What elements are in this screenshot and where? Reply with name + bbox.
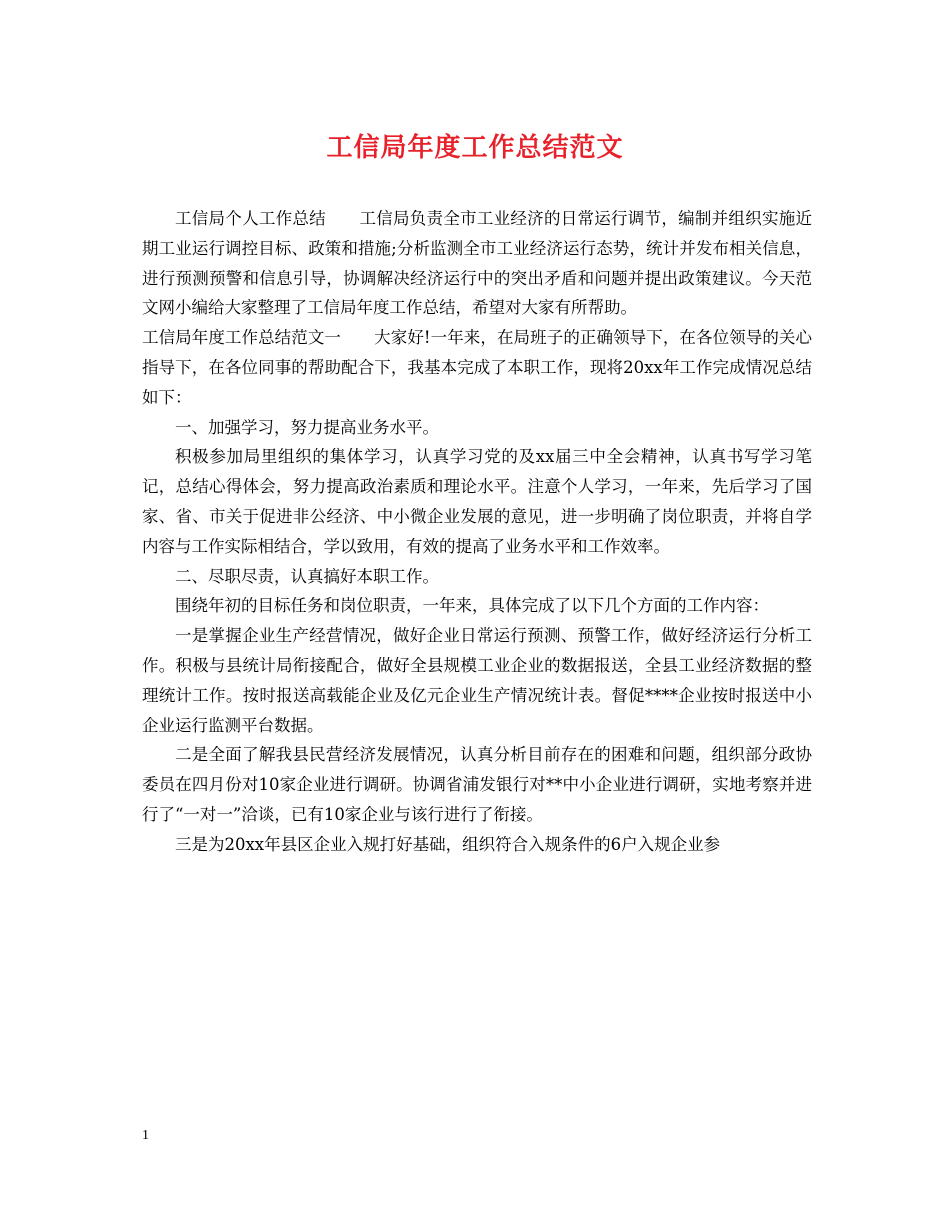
paragraph: 三是为20xx年县区企业入规打好基础，组织符合入规条件的6户入规企业参 <box>175 834 721 854</box>
paragraph: 二、尽职尽责，认真搞好本职工作。 <box>175 566 439 586</box>
page-number: 1 <box>142 1128 149 1143</box>
paragraph: 二是全面了解我县民营经济发展情况，认真分析目前存在的困难和问题，组织部分政协委员在四月份对10家企业进行调研。协调省浦发银行对**中小企业进行调研，实地考察并进行了“一对一”洽谈，已有10家企业与该行进行了衔接。 <box>142 745 812 824</box>
document-title: 工信局年度工作总结范文 <box>326 133 624 163</box>
paragraph: 围绕年初的目标任务和岗位职责，一年来，具体完成了以下几个方面的工作内容： <box>175 596 769 616</box>
paragraph: 工信局年度工作总结范文一 大家好!一年来，在局班子的正确领导下，在各位领导的关心指导下，在各位同事的帮助配合下，我基本完成了本职工作，现将20xx年工作完成情况总结如下： <box>142 328 812 407</box>
paragraph: 积极参加局里组织的集体学习，认真学习党的及xx届三中全会精神，认真书写学习笔记，总结心得体会，努力提高政治素质和理论水平。注意个人学习，一年来，先后学习了国家、省、市关于促进非公经济、中小微企业发展的意见，进一步明确了岗位职责，并将自学内容与工作实际相结合，学以致用，有效的提高了业务水平和工作效率。 <box>142 447 812 556</box>
paragraph: 一、加强学习，努力提高业务水平。 <box>175 417 439 437</box>
document-body <box>142 204 812 860</box>
paragraph: 一是掌握企业生产经营情况，做好企业日常运行预测、预警工作，做好经济运行分析工作。积极与县统计局衔接配合，做好全县规模工业企业的数据报送，全县工业经济数据的整理统计工作。按时报送高载能企业及亿元企业生产情况统计表。督促****企业按时报送中小企业运行监测平台数据。 <box>142 626 812 735</box>
paragraph: 工信局个人工作总结 工信局负责全市工业经济的日常运行调节，编制并组织实施近期工业运行调控目标、政策和措施;分析监测全市工业经济运行态势，统计并发布相关信息，进行预测预警和信息引导，协调解决经济运行中的突出矛盾和问题并提出政策建议。今天范文网小编给大家整理了工信局年度工作总结，希望对大家有所帮助。 <box>142 209 812 318</box>
